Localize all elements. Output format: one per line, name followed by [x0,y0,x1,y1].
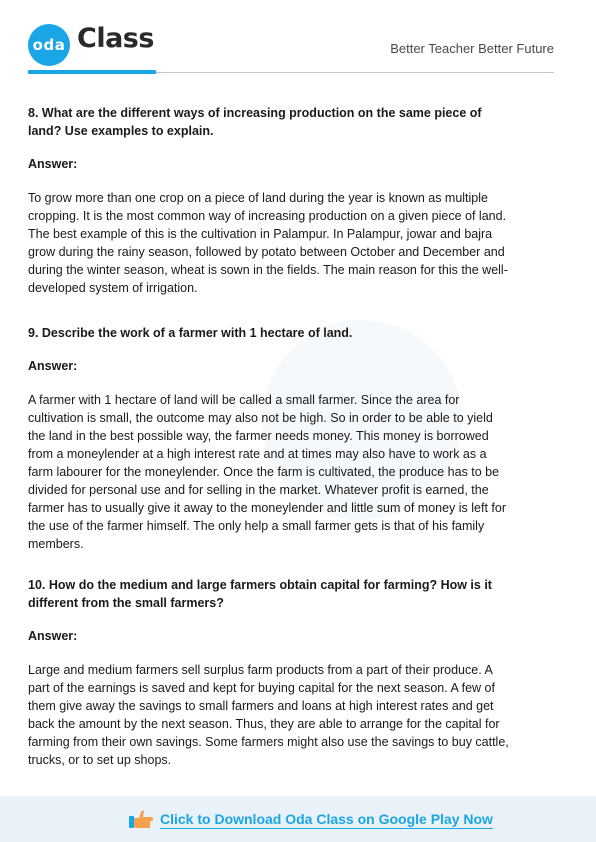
answer-label-9: Answer: [28,359,78,373]
logo-mark: oda [32,36,66,54]
answer-8: To grow more than one crop on a piece of land during the year is known as multiple cropping. It is the most common way of increasing production on a given piece of land. The best example of this is the cultivation in Palampur. In Palampur, jowar and bajra grow during the rainy season, followed by potato between October and December and during the winter season, wheat is sown in the fields. The main reason for this the well-developed system of irrigation. [28,191,508,295]
question-10: 10. How do the medium and large farmers obtain capital for farming? How is it different from the small farmers? [28,578,492,610]
pointing-hand-icon [128,809,154,831]
answer-label-8: Answer: [28,157,78,171]
answer-10: Large and medium farmers sell surplus farm products from a part of their produce. A part of the earnings is saved and kept for buying capital for the next season. A few of them give away the savings to small farmers and loans at high interest rates and get back the amount by the next season. Thus, they are able to arrange for the capital for farming from their own savings. Some farmers might also use the savings to buy cattle, trucks, or to set up shops. [28,663,509,767]
qa-block-8 [28,104,512,297]
qa-block-10 [28,576,512,769]
question-9: 9. Describe the work of a farmer with 1 hectare of land. [28,326,353,340]
header-accent-bar [28,70,156,74]
oda-logo-icon [28,24,70,66]
answer-9: A farmer with 1 hectare of land will be called a small farmer. Since the area for cultivation is small, the outcome may also not be high. So in order to be able to yield the land in the best possible way, the farmer needs money. This money is borrowed from a moneylender at a high interest rate and at times may also have to work as a farm labourer for the moneylender. Once the farm is cultivated, the produce has to be divided for personal use and for selling in the market. Whatever profit is earned, the farmer has to usually give it away to the moneylender and little sum of money is left for the use of the farmer himself. The only help a small farmer gets is that of his family members. [28,393,507,551]
tagline: Better Teacher Better Future [390,41,554,56]
page-header [0,0,596,80]
footer-banner [0,796,596,842]
qa-block-9 [28,324,512,553]
download-cta-text: Click to Download Oda Class on Google Play Now [160,811,493,827]
question-8: 8. What are the different ways of increasing production on the same piece of land? Use examples to explain. [28,106,482,138]
logo-text: Class [77,23,154,54]
download-app-link[interactable] [128,808,493,832]
answer-label-10: Answer: [28,629,78,643]
